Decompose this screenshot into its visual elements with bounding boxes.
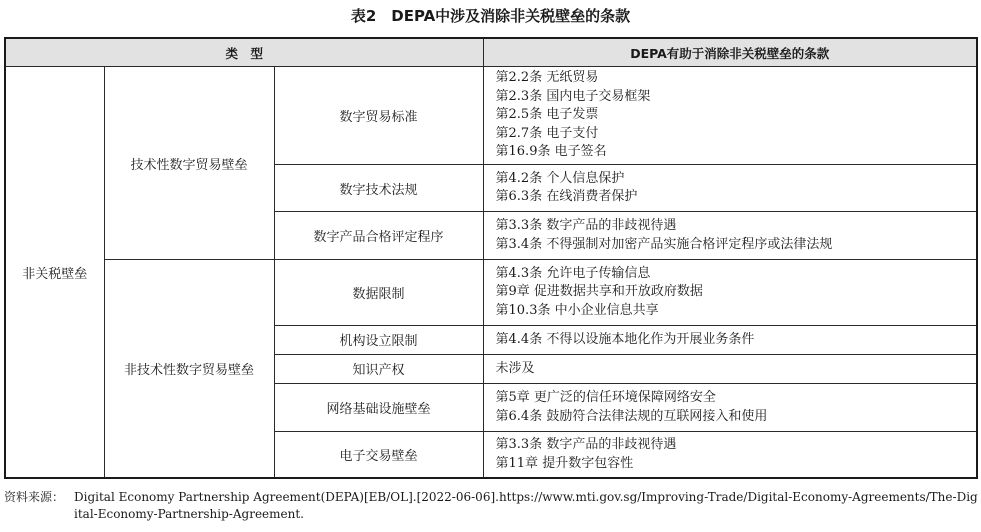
provision-line: 第2.3条 国内电子交易框架 (495, 88, 651, 104)
item-name: 数据限制 (274, 260, 483, 325)
provisions-cell (483, 384, 977, 432)
table-header-row (5, 38, 977, 67)
provision-line: 第16.9条 电子签名 (495, 144, 607, 160)
provisions-cell (483, 67, 977, 165)
provision-line: 第6.4条 鼓励符合法律法规的互联网接入和使用 (495, 408, 768, 424)
provision-line: 第2.7条 电子支付 (495, 125, 599, 141)
provisions-cell (483, 212, 977, 260)
item-name: 数字产品合格评定程序 (274, 212, 483, 260)
provisions-cell (483, 325, 977, 354)
table-row (5, 260, 977, 325)
provision-line: 第6.3条 在线消费者保护 (495, 189, 638, 205)
header-provisions: DEPA有助于消除非关税壁垒的条款 (483, 38, 977, 67)
group-name-technical: 技术性数字贸易壁垒 (104, 67, 274, 260)
source-label: 资料来源： (4, 490, 65, 504)
provision-line: 第4.2条 个人信息保护 (495, 170, 625, 186)
provisions-cell (483, 164, 977, 211)
item-name: 电子交易壁垒 (274, 432, 483, 478)
table-title: 表2 DEPA中涉及消除非关税壁垒的条款 (350, 7, 631, 25)
provision-line: 第3.3条 数字产品的非歧视待遇 (495, 437, 677, 453)
depa-provisions-table (4, 37, 978, 479)
item-name: 数字技术法规 (274, 164, 483, 211)
provisions-cell (483, 354, 977, 383)
table-row (5, 67, 977, 165)
top-category-cell: 非关税壁垒 (5, 67, 104, 479)
provision-line: 未涉及 (495, 360, 535, 376)
provision-line: 第2.5条 电子发票 (495, 107, 599, 123)
provision-line: 第4.4条 不得以设施本地化作为开展业务条件 (495, 331, 755, 347)
group-name-nontechnical: 非技术性数字贸易壁垒 (104, 260, 274, 478)
item-name: 知识产权 (274, 354, 483, 383)
provisions-cell (483, 432, 977, 478)
provision-line: 第2.2条 无纸贸易 (495, 70, 599, 86)
item-name: 数字贸易标准 (274, 67, 483, 165)
provision-line: 第10.3条 中小企业信息共享 (495, 302, 659, 318)
item-name: 机构设立限制 (274, 325, 483, 354)
provision-line: 第4.3条 允许电子传输信息 (495, 265, 651, 281)
provisions-cell (483, 260, 977, 325)
provision-line: 第3.3条 数字产品的非歧视待遇 (495, 218, 677, 234)
provision-line: 第9章 促进数据共享和开放政府数据 (495, 284, 703, 300)
source-citation: Digital Economy Partnership Agreement(DEPA)[EB/OL].[2022-06-06].https://www.mti.gov.sg/Improving-Trade/Digital-Economy-Agreements/The-Digital-Economy-Partnership-Agreement. (74, 490, 978, 521)
provision-line: 第3.4条 不得强制对加密产品实施合格评定程序或法律法规 (495, 236, 833, 252)
provision-line: 第11章 提升数字包容性 (495, 455, 634, 471)
provision-line: 第5章 更广泛的信任环境保障网络安全 (495, 390, 716, 406)
item-name: 网络基础设施壁垒 (274, 384, 483, 432)
header-type: 类 型 (5, 38, 483, 67)
